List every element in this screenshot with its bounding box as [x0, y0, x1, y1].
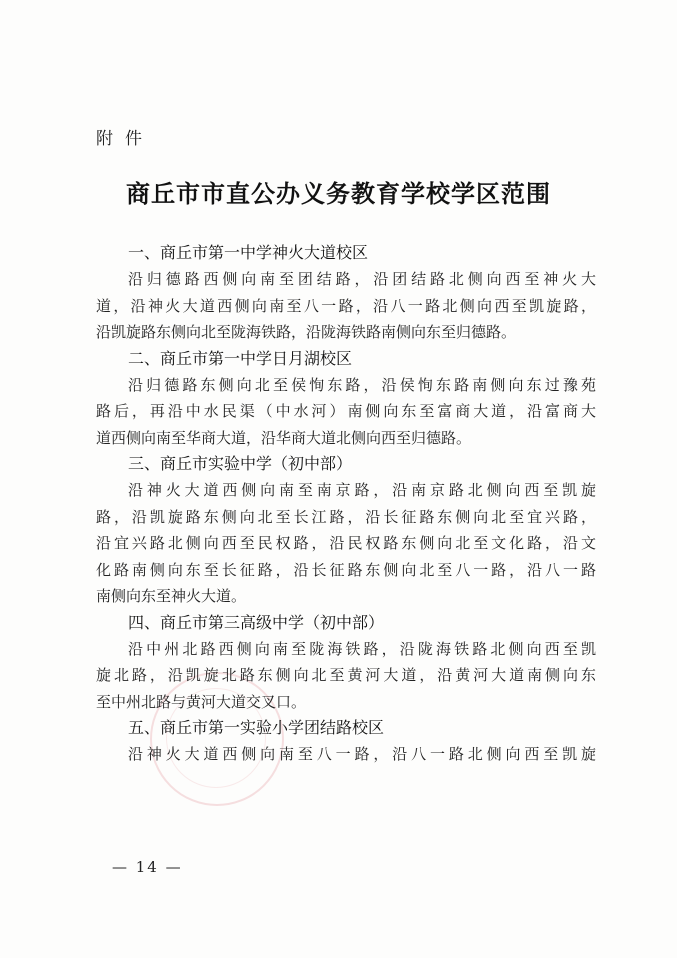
section-heading: 一、商丘市第一中学神火大道校区	[128, 243, 369, 262]
section-line: 沿宜兴路北侧向西至民权路，沿民权路东侧向北至文化路，沿文	[96, 534, 596, 552]
document-title: 商丘市市直公办义务教育学校学区范围	[126, 179, 551, 208]
page-number: — 14 —	[112, 858, 183, 876]
section-line: 旋北路，沿凯旋北路东侧向北至黄河大道，沿黄河大道南侧向东	[96, 666, 596, 684]
section-heading: 二、商丘市第一中学日月湖校区	[128, 348, 353, 368]
section-line: 沿归德路东侧向北至侯恂东路，沿侯恂东路南侧向东过豫苑	[128, 375, 596, 394]
section-line: 南侧向东至神火大道。	[96, 587, 247, 605]
section-line: 道西侧向南至华商大道，沿华商大道北侧向西至归德路。	[96, 428, 472, 447]
section-line: 沿神火大道西侧向南至南京路，沿南京路北侧向西至凯旋	[128, 481, 596, 499]
document-body	[96, 240, 596, 768]
section-1	[96, 240, 596, 346]
section-line: 沿中州北路西侧向南至陇海铁路，沿陇海铁路北侧向西至凯	[128, 639, 596, 658]
section-line: 沿凯旋路东侧向北至陇海铁路，沿陇海铁路南侧向东至归德路。	[96, 323, 517, 341]
section-line: 路，沿凯旋路东侧向北至长江路，沿长征路东侧向北至宜兴路，	[96, 507, 596, 526]
section-line: 路后，再沿中水民渠（中水河）南侧向东至富商大道，沿富商大	[96, 402, 596, 420]
section-line: 沿归德路西侧向南至团结路，沿团结路北侧向西至神火大	[128, 270, 596, 288]
section-line: 化路南侧向东至长征路，沿长征路东侧向北至八一路，沿八一路	[96, 560, 596, 579]
section-line: 道，沿神火大道西侧向南至八一路，沿八一路北侧向西至凯旋路，	[96, 296, 596, 315]
section-line: 至中州北路与黄河大道交叉口。	[96, 692, 307, 711]
section-5	[96, 715, 596, 768]
section-4	[96, 610, 596, 716]
attachment-label: 附件	[96, 129, 154, 149]
section-heading: 四、商丘市第三高级中学（初中部）	[128, 612, 385, 632]
section-2	[96, 346, 596, 452]
section-3	[96, 451, 596, 610]
section-line: 沿神火大道西侧向南至八一路，沿八一路北侧向西至凯旋	[128, 745, 596, 763]
section-heading: 三、商丘市实验中学（初中部）	[128, 454, 353, 473]
section-heading: 五、商丘市第一实验小学团结路校区	[128, 718, 385, 737]
